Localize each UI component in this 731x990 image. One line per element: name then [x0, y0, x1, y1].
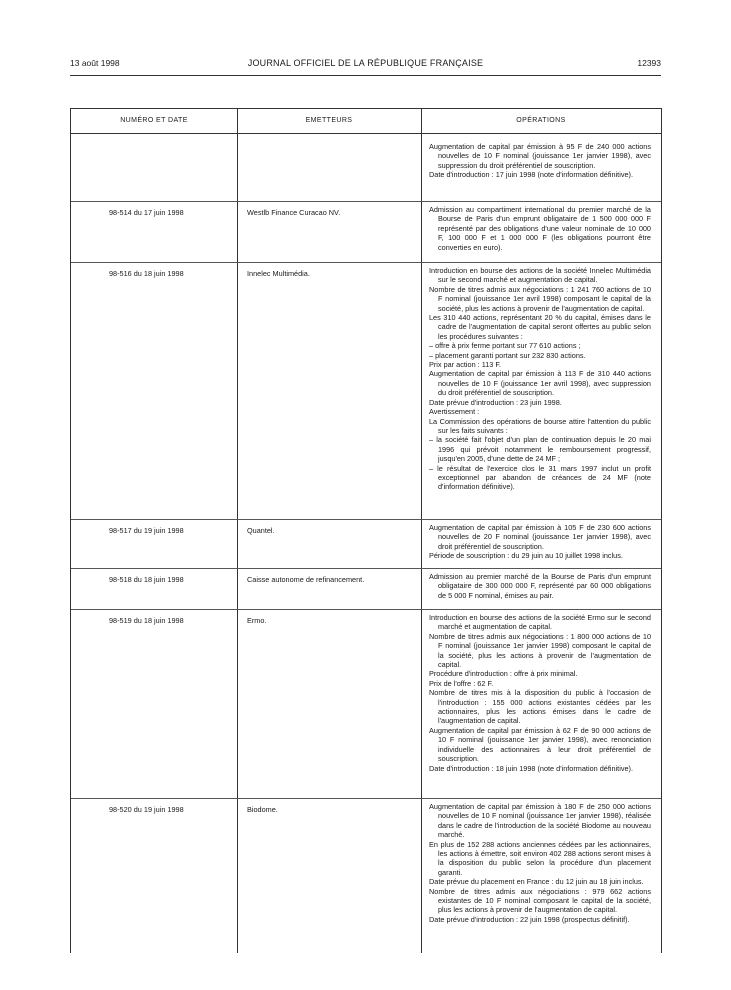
- table-row: [71, 569, 661, 610]
- page-number: 12393: [637, 58, 661, 68]
- operations-cell: Admission au premier marché de la Bourse de Paris d'un emprunt obligataire de 300 000 000 F, représenté par 60 000 obligations de 5 000 F nominal, émises au pair.: [429, 572, 651, 600]
- journal-title: JOURNAL OFFICIEL DE LA RÉPUBLIQUE FRANÇAISE: [247, 58, 484, 68]
- numero-cell: 98-518 du 18 juin 1998: [109, 575, 184, 584]
- table-row: [71, 139, 661, 202]
- table-row: [71, 520, 661, 569]
- page-header: [70, 58, 661, 72]
- emetteur-cell: Biodome.: [247, 805, 278, 814]
- numero-cell: 98-520 du 19 juin 1998: [109, 805, 184, 814]
- operations-cell: Augmentation de capital par émission à 180 F de 250 000 actions nouvelles de 10 F nominal (jouissance 1er janvier 1998), réalisée dans le cadre de l'introduction de la société Biodome au nouveau marché. En plus de 152 288 actions anciennes cédées par les actionnaires, les actions à émettre, soit environ 402 288 actions seront mises à la disposition du public selon la procédure d'un placement garanti. Date prévue du placement en France : du 12 juin au 18 juin inclus. Nombre de titres admis aux négociations : 979 662 actions existantes de 10 F nominal composant le capital de la société, plus les actions à provenir de l'augmentation de capital. Date prévue d'introduction : 22 juin 1998 (prospectus définitif).: [429, 802, 651, 924]
- emetteur-cell: Caisse autonome de refinancement.: [247, 575, 365, 584]
- emetteur-cell: Innelec Multimédia.: [247, 269, 310, 278]
- operations-cell: Introduction en bourse des actions de la société Innelec Multimédia sur le second marché et augmentation de capital. Nombre de titres admis aux négociations : 1 241 760 actions de 10 F nominal (jouissance 1er avril 1998) composant le capital de la société, plus les actions à provenir de l'augmentation de capital. Les 310 440 actions, représentant 20 % du capital, émises dans le cadre de l'augmentation de capital seront offertes au public selon les procédures suivantes : – offre à prix ferme portant sur 77 610 actions ; – placement garanti portant sur 232 830 actions. Prix par action : 113 F. Augmentation de capital par émission à 113 F de 310 440 actions nouvelles de 10 F (jouissance 1er avril 1998), avec suppression du droit préférentiel de souscription. Date prévue d'introduction : 23 juin 1998. Avertissement : La Commission des opérations de bourse attire l'attention du public sur les faits suivants : – la société fait l'objet d'un plan de continuation depuis le 20 mai 1996 qui prévoit notamment le remboursement progressif, jusqu'en 2005, d'une dette de 24 MF ; – le résultat de l'exercice clos le 31 mars 1997 inclut un profit exceptionnel par abandon de créances de 24 MF (note d'information définitive).: [429, 266, 651, 492]
- header-date: 13 août 1998: [70, 58, 120, 68]
- table-row: [71, 263, 661, 520]
- emetteur-cell: Quantel.: [247, 526, 275, 535]
- numero-cell: 98-516 du 18 juin 1998: [109, 269, 184, 278]
- operations-cell: Augmentation de capital par émission à 105 F de 230 600 actions nouvelles de 20 F nominal (jouissance 1er janvier 1998), avec droit préférentiel de souscription. Période de souscription : du 29 juin au 10 juillet 1998 inclus.: [429, 523, 651, 561]
- table-header-row: [71, 109, 661, 134]
- operations-cell: Admission au compartiment international du premier marché de la Bourse de Paris d'un emprunt obligataire de 1 500 000 000 F représenté par des obligations d'une valeur nominale de 10 000 F, 100 000 F et 1 000 000 F (les obligations pourront être converties en euro).: [429, 205, 651, 252]
- table-row: [71, 202, 661, 263]
- operations-cell: Augmentation de capital par émission à 95 F de 240 000 actions nouvelles de 10 F nominal (jouissance 1er janvier 1998), avec suppression du droit préférentiel de souscription. Date d'introduction : 17 juin 1998 (note d'information définitive).: [429, 142, 651, 180]
- emetteur-cell: Westlb Finance Curacao NV.: [247, 208, 341, 217]
- numero-cell: 98-519 du 18 juin 1998: [109, 616, 184, 625]
- column-header-numero: NUMÉRO ET DATE: [120, 117, 188, 124]
- header-rule: [70, 75, 661, 76]
- operations-table: [70, 108, 662, 953]
- numero-cell: 98-517 du 19 juin 1998: [109, 526, 184, 535]
- operations-cell: Introduction en bourse des actions de la société Ermo sur le second marché et augmentation de capital. Nombre de titres admis aux négociations : 1 800 000 actions de 10 F nominal (jouissance 1er janvier 1998) composant le capital de la société, plus les actions à provenir de l'augmentation de capital. Procédure d'introduction : offre à prix minimal. Prix de l'offre : 62 F. Nombre de titres mis à la disposition du public à l'occasion de l'introduction : 155 000 actions existantes cédées par les actionnaires, plus les actions émises dans le cadre de l'augmentation de capital. Augmentation de capital par émission à 62 F de 90 000 actions de 10 F nominal (jouissance 1er janvier 1998), avec renonciation individuelle des actionnaires à leur droit préférentiel de souscription. Date d'introduction : 18 juin 1998 (note d'information définitive).: [429, 613, 651, 773]
- table-row: [71, 610, 661, 799]
- numero-cell: 98-514 du 17 juin 1998: [109, 208, 184, 217]
- column-header-emetteurs: EMETTEURS: [305, 117, 353, 124]
- column-header-operations: OPÉRATIONS: [516, 117, 566, 124]
- table-row: [71, 799, 661, 953]
- emetteur-cell: Ermo.: [247, 616, 267, 625]
